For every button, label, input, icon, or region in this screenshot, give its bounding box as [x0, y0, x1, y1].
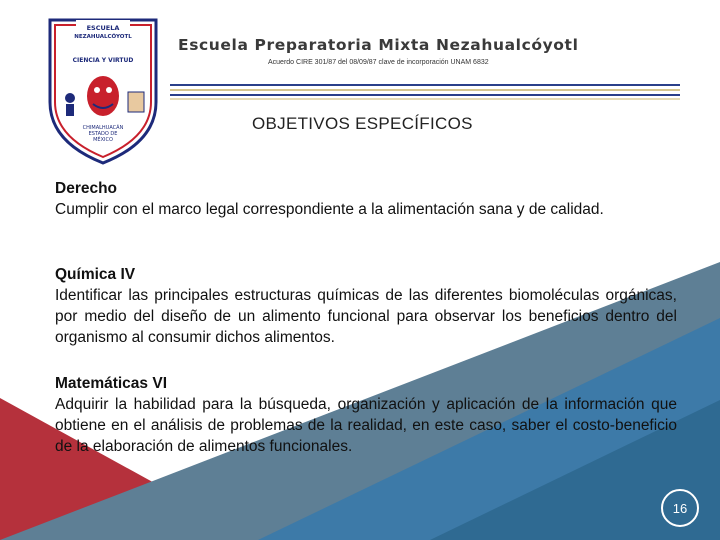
crest-banner-text-2: NEZAHUALCÓYOTL: [74, 34, 132, 40]
crest-bottom-text-2: ESTADO DE: [88, 131, 118, 137]
crest-bottom-text-1: CHIMALHUACÁN: [82, 125, 124, 131]
crest-motto-text: CIENCIA Y VIRTUD: [72, 57, 134, 64]
crest-banner-text: ESCUELA: [86, 24, 120, 32]
objective-section-derecho: [55, 178, 677, 220]
page-number-badge: [661, 489, 699, 527]
school-registration-text: Acuerdo CIRE 301/87 del 08/09/87 clave de incorporación UNAM 6832: [268, 59, 489, 66]
section-text: Cumplir con el marco legal correspondiente a la alimentación sana y de calidad.: [55, 201, 604, 218]
section-heading: Química IV: [55, 266, 136, 283]
header-divider-lines: [170, 82, 680, 102]
objective-section-matematicas: [55, 373, 677, 457]
school-name: Escuela Preparatoria Mixta Nezahualcóyotl: [178, 36, 579, 54]
page-number: 16: [672, 500, 688, 516]
section-text: Identificar las principales estructuras químicas de las diferentes biomoléculas orgánicas, por medio del diseño de un alimento funcional para observar los beneficios dentro del organismo al consumir dichos alimentos.: [55, 287, 677, 346]
crest-bottom-text-3: MÉXICO: [93, 137, 113, 143]
section-text: Adquirir la habilidad para la búsqueda, organización y aplicación de la información que obtiene en el análisis de problemas de la realidad, en este caso, saber el costo-beneficio de la elaboración de alimentos funcionales.: [55, 396, 677, 455]
slide-title: OBJETIVOS ESPECÍFICOS: [252, 114, 473, 133]
objective-section-quimica: [55, 264, 677, 348]
section-heading: Derecho: [55, 180, 118, 197]
section-heading: Matemáticas VI: [55, 375, 167, 392]
school-crest-logo: [46, 16, 160, 166]
